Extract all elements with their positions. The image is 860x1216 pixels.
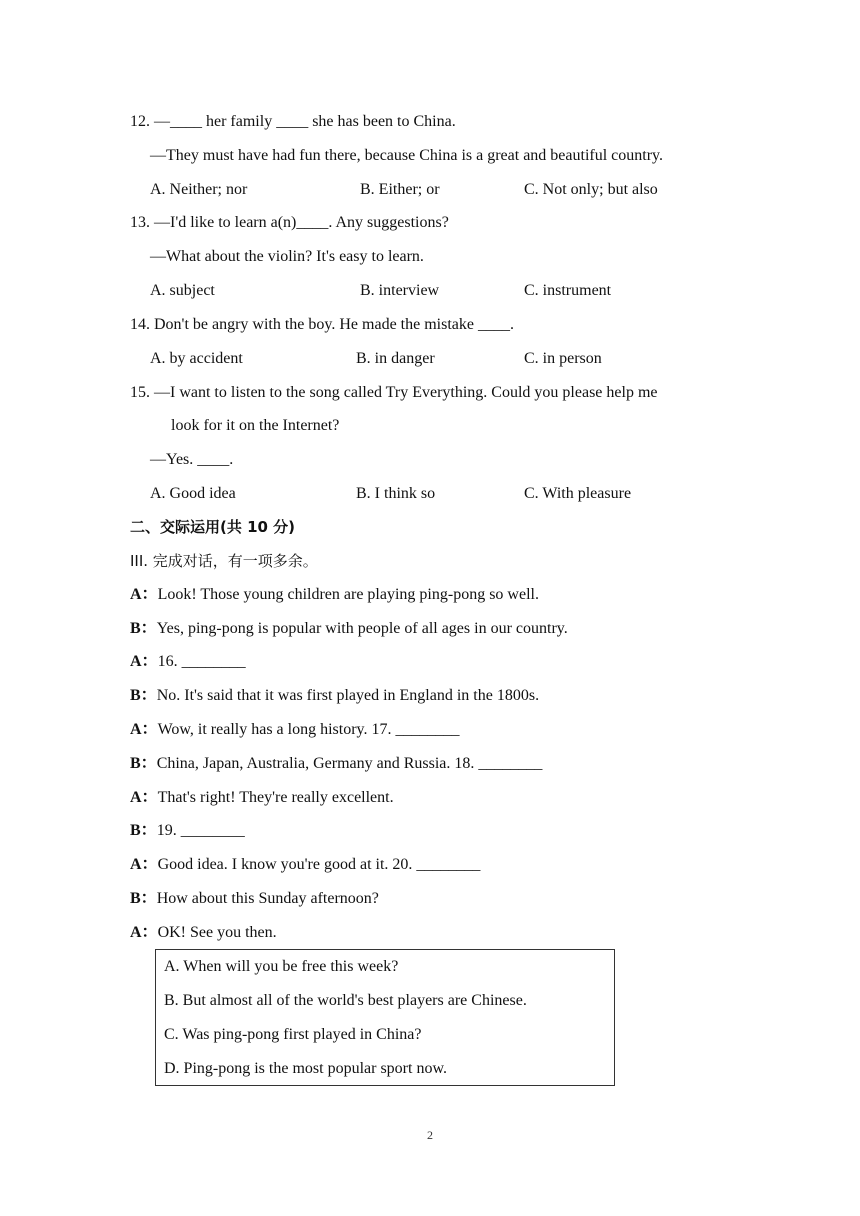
dialogue-text: Yes, ping-pong is popular with people of all ages in our country.: [156, 620, 568, 637]
question-14-option-a: A. by accident: [150, 350, 243, 367]
dialogue-text: No. It's said that it was first played in England in the 1800s.: [156, 687, 540, 704]
dialogue-text: 16. ________: [157, 653, 246, 670]
dialogue-text: Good idea. I know you're good at it. 20. ________: [157, 856, 481, 873]
dialogue-line: [130, 889, 379, 909]
dialogue-line: [130, 821, 245, 841]
speaker-label: A：: [130, 856, 158, 873]
question-12-stem: 12. —____ her family ____ she has been to China.: [130, 113, 456, 130]
speaker-label: B：: [130, 687, 157, 704]
dialogue-text: China, Japan, Australia, Germany and Russia. 18. ________: [156, 755, 543, 772]
question-13-option-a: A. subject: [150, 282, 215, 299]
question-13-option-c: C. instrument: [524, 282, 612, 299]
section-instruction: III. 完成对话，有一项多余。: [130, 552, 318, 570]
dialogue-line: [130, 855, 480, 875]
section-title: 二、交际运用(共 10 分): [130, 518, 296, 536]
dialogue-line: [130, 686, 539, 706]
speaker-label: A：: [130, 586, 158, 603]
question-15-option-a: A. Good idea: [150, 485, 236, 502]
dialogue-line: [130, 585, 539, 605]
dialogue-text: How about this Sunday afternoon?: [156, 890, 379, 907]
choice-b: B. But almost all of the world's best players are Chinese.: [164, 992, 527, 1009]
speaker-label: B：: [130, 822, 157, 839]
speaker-label: B：: [130, 890, 157, 907]
choices-box: [155, 949, 615, 1086]
question-14-option-c: C. in person: [524, 350, 602, 367]
dialogue-line: [130, 923, 277, 943]
question-14-option-b: B. in danger: [356, 350, 435, 367]
question-13-reply: —What about the violin? It's easy to learn.: [150, 248, 424, 265]
dialogue-text: 19. ________: [156, 822, 245, 839]
question-13-stem: 13. —I'd like to learn a(n)____. Any suggestions?: [130, 214, 449, 231]
dialogue-line: [130, 652, 246, 672]
question-12-option-b: B. Either; or: [360, 181, 440, 198]
choice-a: A. When will you be free this week?: [164, 958, 399, 975]
dialogue-line: [130, 619, 568, 639]
question-13-option-b: B. interview: [360, 282, 440, 299]
question-14-stem: 14. Don't be angry with the boy. He made the mistake ____.: [130, 316, 514, 333]
question-15-stem-cont: look for it on the Internet?: [171, 417, 340, 434]
page-number: 2: [427, 1128, 433, 1142]
question-15-stem: 15. —I want to listen to the song called Try Everything. Could you please help me: [130, 384, 658, 401]
dialogue-text: That's right! They're really excellent.: [157, 789, 394, 806]
dialogue-text: OK! See you then.: [157, 924, 277, 941]
dialogue-line: [130, 720, 460, 740]
question-12-reply: —They must have had fun there, because China is a great and beautiful country.: [150, 147, 664, 164]
dialogue-text: Look! Those young children are playing ping-pong so well.: [157, 586, 539, 603]
dialogue-text: Wow, it really has a long history. 17. ________: [157, 721, 460, 738]
question-12-option-c: C. Not only; but also: [524, 181, 658, 198]
speaker-label: A：: [130, 789, 158, 806]
question-12-option-a: A. Neither; nor: [150, 181, 248, 198]
speaker-label: A：: [130, 721, 158, 738]
question-15-option-c: C. With pleasure: [524, 485, 632, 502]
choice-d: D. Ping-pong is the most popular sport now.: [164, 1060, 447, 1077]
speaker-label: A：: [130, 924, 158, 941]
question-15-reply: —Yes. ____.: [150, 451, 234, 468]
question-15-option-b: B. I think so: [356, 485, 436, 502]
speaker-label: A：: [130, 653, 158, 670]
choice-c: C. Was ping-pong first played in China?: [164, 1026, 422, 1043]
speaker-label: B：: [130, 620, 157, 637]
speaker-label: B：: [130, 755, 157, 772]
dialogue-line: [130, 754, 542, 774]
dialogue-line: [130, 788, 394, 808]
